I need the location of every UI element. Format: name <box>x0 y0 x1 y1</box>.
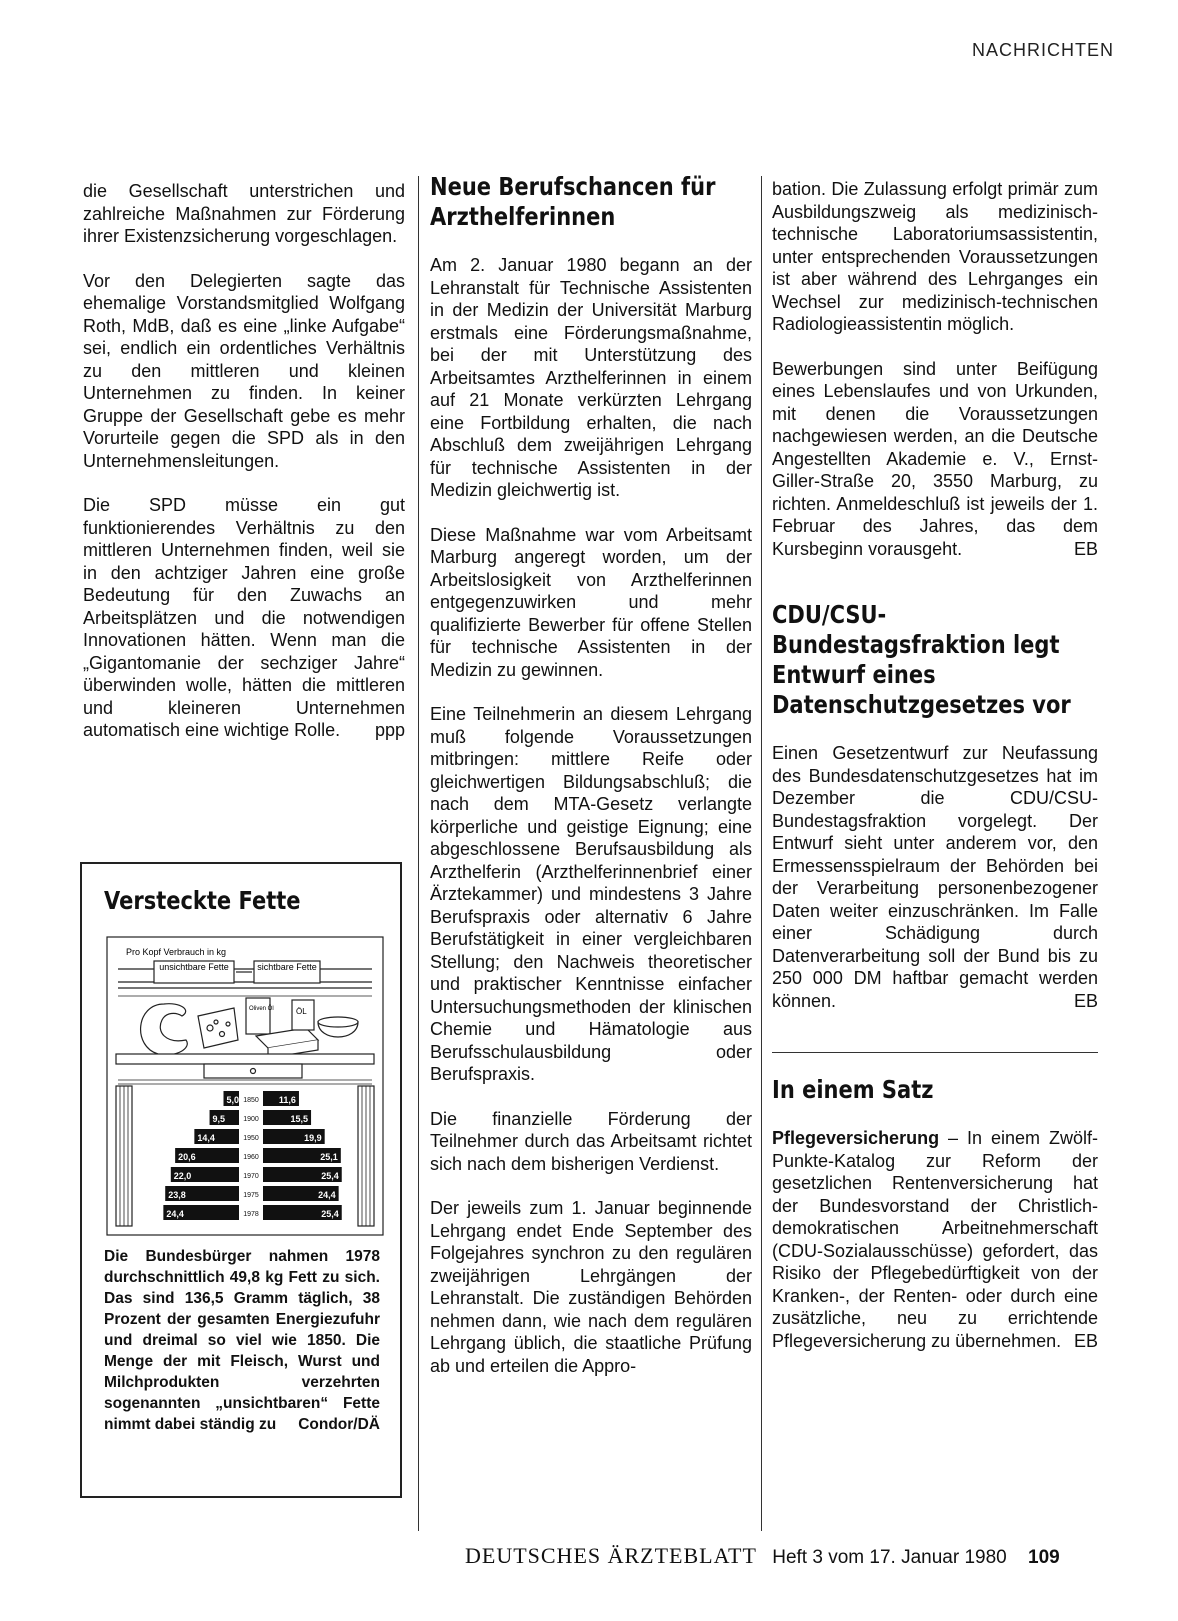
page-number: 109 <box>1028 1547 1060 1568</box>
label-invisible-fats: unsichtbare Fette <box>159 962 229 972</box>
value-label-visible: 25,4 <box>321 1171 339 1181</box>
paragraph <box>83 494 405 742</box>
author-signature: EB <box>1073 1330 1098 1351</box>
value-label-visible: 19,9 <box>304 1133 322 1143</box>
value-label-visible: 24,4 <box>318 1190 336 1200</box>
year-label: 1900 <box>243 1116 259 1123</box>
label-olive-oil: Oliven Öl <box>249 1006 274 1012</box>
year-label: 1960 <box>243 1154 259 1161</box>
year-label: 1970 <box>243 1173 259 1180</box>
value-label-invisible: 20,6 <box>178 1152 196 1162</box>
section-headline: In einem Satz <box>772 1075 934 1104</box>
label-oil: ÖL <box>296 1007 307 1016</box>
year-label: 1850 <box>243 1097 259 1104</box>
paragraph: bation. Die Zulassung erfolgt primär zum Ausbildungszweig als medizinisch-technische Laboratoriumsassistentin, unter entsprechenden Voraussetzungen ist aber während des Lehrganges ein Wechsel zur medizinisch-technischen Radiologieassistentin möglich. <box>772 179 1098 334</box>
paragraph-text: Bewerbungen sind unter Beifügung eines Lebenslaufes und von Urkunden, mit denen die Voraussetzungen nachgewiesen werden, an die Deutsche Angestellten Akademie e. V., Ernst-Giller-Straße 20, 3550 Marburg, zu richten. Anmeldeschluß ist jeweils der 1. Februar des Jahres, das dem Kursbeginn vorausgeht. <box>772 358 1098 559</box>
chart-header: Pro Kopf Verbrauch in kg <box>126 947 227 957</box>
infobox-caption <box>104 1246 380 1435</box>
paragraph: Vor den Delegierten sagte das ehemalige Vorstandsmitglied Wolfgang Roth, MdB, daß es eine „linke Aufgabe“ sei, endlich ein ordentliches Verhältnis zu den mittleren und kleinen Unternehmen zu finden. In keiner Gruppe der Gesellschaft gebe es mehr Vorurteile gegen die SPD als in den Unternehmensleitungen. <box>83 270 405 471</box>
author-signature: EB <box>1073 990 1098 1011</box>
year-label: 1978 <box>243 1211 259 1218</box>
section-label: NACHRICHTEN <box>971 40 1114 60</box>
paragraph: Der jeweils zum 1. Januar beginnende Lehrgang endet Ende September des Folgejahres synchron zu den regulären zweijährigen Lehrgängen der Lehranstalt. Die zuständigen Behörden nehmen dann, wie nach dem regulären Lehrgang üblich, die staatliche Prüfung ab und erteilen die Appro- <box>430 1198 752 1376</box>
year-label: 1975 <box>243 1192 259 1199</box>
article-headline: CDU/CSU-Bundestagsfraktion legt Entwurf eines Datenschutzgesetzes vor <box>772 600 1071 719</box>
value-label-invisible: 9,5 <box>212 1114 226 1124</box>
infobox-hidden-fats <box>80 862 402 1498</box>
value-label-invisible: 22,0 <box>173 1171 192 1181</box>
paragraph-text: Einen Gesetzentwurf zur Neufassung des Bundesdatenschutzgesetzes hat im Dezember die CDU/CSU-Bundestagsfraktion vorgelegt. Der Entwurf sieht unter anderem vor, den Ermessensspielraum der Behörden bei der Verarbeitung personenbezogener Daten weiter einzuschränken. Im Falle einer Schädigung durch Datenverarbeitung soll der Bund bis zu 250 000 DM haftbar gemacht werden können. <box>772 743 1098 1011</box>
caption-text: Die Bundesbürger nahmen 1978 durchschnittlich 49,8 kg Fett zu sich. Das sind 136,5 Gramm täglich, 38 Prozent der gesamten Energiezufuhr und dreimal so viel wie 1850. Die Menge der mit Fleisch, Wurst und Milchprodukten verzehrten sogenannten „unsichtbaren“ Fette nimmt dabei ständig zu <box>104 1248 380 1433</box>
article-column-2 <box>430 172 752 1399</box>
column-divider <box>418 176 419 1531</box>
lead-term: Pflegeversicherung <box>772 1128 940 1148</box>
journal-name: DEUTSCHES ÄRZTEBLATT <box>465 1543 757 1568</box>
author-signature: ppp <box>374 720 405 740</box>
caption-source: Condor/DÄ <box>298 1416 380 1433</box>
section-divider <box>772 1052 1098 1053</box>
paragraph: die Gesellschaft unterstrichen und zahlreiche Maßnahmen zur Förderung ihrer Existenzsicherung vorgeschlagen. <box>83 181 405 246</box>
paragraph: Am 2. Januar 1980 begann an der Lehranstalt für Technische Assistenten in der Medizin der Universität Marburg erstmals eine Förderungsmaßnahme, bei der mit Unterstützung des Arbeitsamtes Arzthelferinnen in einem auf 21 Monate verkürzten Lehrgang eine Fortbildung erhalten, die nach Abschluß dem zweijährigen Lehrgang für technische Assistenten in der Medizin gleichwertig ist. <box>430 255 752 500</box>
value-label-invisible: 5,0 <box>226 1095 240 1105</box>
paragraph: Die finanzielle Förderung der Teilnehmer durch das Arbeitsamt richtet sich nach dem bisherigen Verdienst. <box>430 1108 752 1174</box>
paragraph <box>772 742 1098 1012</box>
paragraph: Diese Maßnahme war vom Arbeitsamt Marburg angeregt worden, um der Arbeitslosigkeit von Arzthelferinnen entgegenzuwirken und mehr qualifizierte Bewerber für offene Stellen für technische Assistenten in der Medizin zu gewinnen. <box>430 524 752 680</box>
article-column-3 <box>772 178 1098 1374</box>
column-divider <box>761 176 762 1531</box>
fat-consumption-chart <box>106 936 384 1236</box>
value-label-visible: 15,5 <box>290 1114 309 1124</box>
year-label: 1950 <box>243 1135 259 1142</box>
author-signature: EB <box>1073 538 1098 559</box>
value-label-invisible: 23,8 <box>168 1190 186 1200</box>
paragraph-text: Die SPD müsse ein gut funktionierendes Verhältnis zu den mittleren Unternehmen finden, weil sie in den achtziger Jahren eine große Bedeutung für den Zuwachs an Arbeitsplätzen und die notwendigen Innovationen hätten. Wenn man die „Gigantomanie der sechziger Jahre“ überwinden wolle, hätten die mittleren und kleineren Unternehmen automatisch eine wichtige Rolle. <box>83 495 405 740</box>
value-label-visible: 25,1 <box>320 1152 338 1162</box>
value-label-invisible: 14,4 <box>197 1133 215 1143</box>
bar-group <box>163 1091 341 1220</box>
page-footer <box>465 1543 1060 1569</box>
article-headline: Neue Berufschancen für Arzthelferinnen <box>430 172 716 231</box>
issue-info: Heft 3 vom 17. Januar 1980 <box>772 1547 1007 1568</box>
paragraph: Eine Teilnehmerin an diesem Lehrgang muß folgende Voraussetzungen mitbringen: mittlere Reife oder gleichwertigen Bildungsabschluß; die nach dem MTA-Gesetz verlangte körperliche und geistige Eignung; eine abgeschlossene Berufsausbildung als Arzthelferin (Arzthelferinnenbrief einer Ärztekammer) und mindestens 3 Jahre Berufspraxis oder alternativ 6 Jahre Berufstätigkeit in einer vergleichbaren Stellung; den Nachweis theoretischer und praktischer Kenntnisse einfacher Untersuchungsmethoden der klinischen Chemie und Hämatologie aus Berufsschulausbildung oder Berufspraxis. <box>430 704 752 1084</box>
paragraph <box>772 358 1098 561</box>
value-label-visible: 11,6 <box>278 1095 296 1105</box>
label-visible-fats: sichtbare Fette <box>257 962 317 972</box>
paragraph <box>772 1127 1098 1352</box>
infobox-title: Versteckte Fette <box>104 886 301 915</box>
paragraph-text: – In einem Zwölf-Punkte-Katalog zur Reform der gesetzlichen Rentenversicherung hat der Bundesvorstand der Christlich-demokratischen Arbeitnehmerschaft (CDU-Sozialausschüsse) gefordert, das Risiko der Pflegebedürftigkeit von der Kranken-, der Renten- oder durch eine zusätzliche, neu zu errichtende Pflegeversicherung zu übernehmen. <box>772 1128 1098 1351</box>
value-label-invisible: 24,4 <box>166 1209 184 1219</box>
article-column-1 <box>83 180 405 764</box>
value-label-visible: 25,4 <box>321 1209 339 1219</box>
